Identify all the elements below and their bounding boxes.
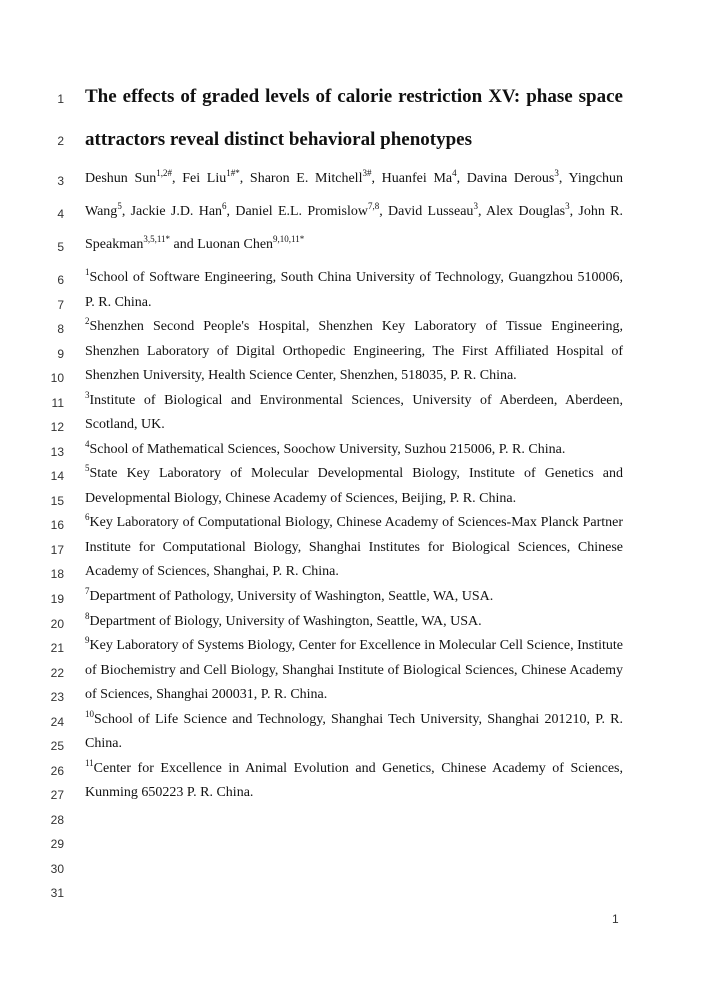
affiliation-number: 9: [85, 635, 90, 645]
affiliation-line: Academy of Sciences, Shanghai, P. R. China.: [85, 564, 339, 579]
affiliation-text: School of Software Engineering, South China University of Technology, Guangzhou 510006,: [89, 270, 623, 285]
affiliation-line: of Biochemistry and Cell Biology, Shanghai Institute of Biological Sciences, Chinese Academy: [85, 663, 623, 678]
line-number: 27: [50, 788, 64, 802]
line-number: 21: [50, 641, 64, 655]
author-affiliation-mark: 1,2#: [156, 168, 173, 178]
line-number: 7: [57, 298, 64, 312]
author-affiliation-mark: 3: [565, 201, 570, 211]
line-number: 19: [50, 592, 64, 606]
line-number: 29: [50, 837, 64, 851]
author: , Alex Douglas: [477, 204, 566, 219]
affiliation-line: [85, 709, 623, 728]
line-number: 30: [50, 862, 64, 876]
affiliation-line: China.: [85, 736, 122, 751]
line-number: 24: [50, 715, 64, 729]
author-affiliation-mark: 4: [452, 168, 457, 178]
line-number: 13: [50, 445, 64, 459]
affiliation-line: [85, 586, 623, 605]
author-list-line: [85, 234, 623, 253]
line-number: 26: [50, 764, 64, 778]
author-affiliation-mark: 5: [117, 201, 122, 211]
line-number: 15: [50, 494, 64, 508]
author: , John R.: [569, 204, 623, 219]
affiliation-line: [85, 463, 623, 482]
line-number: 16: [50, 518, 64, 532]
affiliation-number: 1: [85, 267, 90, 277]
page-number: 1: [612, 912, 619, 926]
affiliation-line: [85, 316, 623, 335]
line-number: 17: [50, 543, 64, 557]
author: Wang: [85, 204, 118, 219]
affiliation-text: Key Laboratory of Systems Biology, Center for Excellence in Molecular Cell Science, Institute: [89, 638, 623, 653]
affiliation-text: School of Life Science and Technology, Shanghai Tech University, Shanghai 201210, P. R.: [94, 712, 623, 727]
line-number: 14: [50, 469, 64, 483]
author: , David Lusseau: [379, 204, 474, 219]
line-number: 25: [50, 739, 64, 753]
affiliation-text: School of Mathematical Sciences, Soochow University, Suzhou 215006, P. R. China.: [89, 442, 566, 457]
line-number: 10: [50, 371, 64, 385]
author-affiliation-mark: 3: [473, 201, 478, 211]
line-number: 12: [50, 420, 64, 434]
author-list-line: [85, 201, 623, 220]
line-number: 18: [50, 567, 64, 581]
affiliation-text: Key Laboratory of Computational Biology, Chinese Academy of Sciences-Max Planck Partner: [89, 515, 623, 530]
affiliation-number: 4: [85, 439, 90, 449]
paper-title-line: attractors reveal distinct behavioral phenotypes: [85, 129, 472, 150]
affiliation-number: 8: [85, 611, 90, 621]
affiliation-line: P. R. China.: [85, 295, 152, 310]
author: and Luonan Chen: [170, 237, 274, 252]
line-number: 20: [50, 617, 64, 631]
affiliation-line: [85, 512, 623, 531]
line-number: 4: [57, 207, 64, 221]
line-number: 6: [57, 273, 64, 287]
author-affiliation-mark: 7,8: [368, 201, 380, 211]
line-number: 2: [57, 134, 64, 148]
affiliation-line: [85, 758, 623, 777]
affiliation-text: Shenzhen Second People's Hospital, Shenzhen Key Laboratory of Tissue Engineering,: [89, 319, 623, 334]
author-affiliation-mark: 9,10,11*: [273, 234, 305, 244]
affiliation-line: [85, 267, 623, 286]
author-affiliation-mark: 3#: [362, 168, 372, 178]
author-list-line: [85, 168, 623, 187]
affiliation-number: 5: [85, 463, 90, 473]
line-number: 8: [57, 322, 64, 336]
author: , Fei Liu: [172, 171, 227, 186]
author-affiliation-mark: 6: [222, 201, 227, 211]
affiliation-line: [85, 390, 623, 409]
line-number: 5: [57, 240, 64, 254]
affiliation-number: 3: [85, 390, 90, 400]
author: , Jackie J.D. Han: [121, 204, 223, 219]
affiliation-number: 11: [85, 758, 94, 768]
affiliation-number: 7: [85, 586, 90, 596]
affiliation-text: Department of Biology, University of Washington, Seattle, WA, USA.: [89, 614, 482, 629]
affiliation-line: Shenzhen University, Health Science Center, Shenzhen, 518035, P. R. China.: [85, 368, 517, 383]
author: , Davina Derous: [456, 171, 555, 186]
affiliation-text: State Key Laboratory of Molecular Developmental Biology, Institute of Genetics and: [89, 466, 623, 481]
affiliation-number: 10: [85, 709, 94, 719]
affiliation-line: Kunming 650223 P. R. China.: [85, 785, 254, 800]
affiliation-number: 2: [85, 316, 90, 326]
line-number: 22: [50, 666, 64, 680]
author-affiliation-mark: 3,5,11*: [143, 234, 170, 244]
author: , Huanfei Ma: [371, 171, 453, 186]
line-number: 23: [50, 690, 64, 704]
affiliation-line: Institute for Computational Biology, Shanghai Institutes for Biological Sciences, Chinese: [85, 540, 623, 555]
affiliation-text: Institute of Biological and Environmental Sciences, University of Aberdeen, Aberdeen,: [89, 393, 623, 408]
author: , Daniel E.L. Promislow: [226, 204, 369, 219]
affiliation-line: [85, 611, 623, 630]
affiliation-number: 6: [85, 512, 90, 522]
paper-title-line: The effects of graded levels of calorie restriction XV: phase space: [85, 86, 623, 107]
affiliation-line: Developmental Biology, Chinese Academy of Sciences, Beijing, P. R. China.: [85, 491, 517, 506]
line-number: 1: [57, 92, 64, 106]
author: , Sharon E. Mitchell: [239, 171, 363, 186]
affiliation-line: [85, 635, 623, 654]
line-number: 11: [51, 396, 64, 410]
author: , Yingchun: [558, 171, 623, 186]
affiliation-text: Center for Excellence in Animal Evolution and Genetics, Chinese Academy of Sciences,: [93, 761, 623, 776]
line-number: 3: [57, 174, 64, 188]
line-number: 28: [50, 813, 64, 827]
author: Deshun Sun: [85, 171, 157, 186]
author-affiliation-mark: 3: [554, 168, 559, 178]
affiliation-text: Department of Pathology, University of Washington, Seattle, WA, USA.: [89, 589, 494, 604]
affiliation-line: of Sciences, Shanghai 200031, P. R. China.: [85, 687, 328, 702]
author-affiliation-mark: 1#*: [226, 168, 240, 178]
affiliation-line: Scotland, UK.: [85, 417, 165, 432]
line-number: 31: [50, 886, 64, 900]
affiliation-line: [85, 439, 623, 458]
author: Speakman: [85, 237, 144, 252]
affiliation-line: Shenzhen Laboratory of Digital Orthopedic Engineering, The First Affiliated Hospital of: [85, 344, 623, 359]
line-number: 9: [57, 347, 64, 361]
